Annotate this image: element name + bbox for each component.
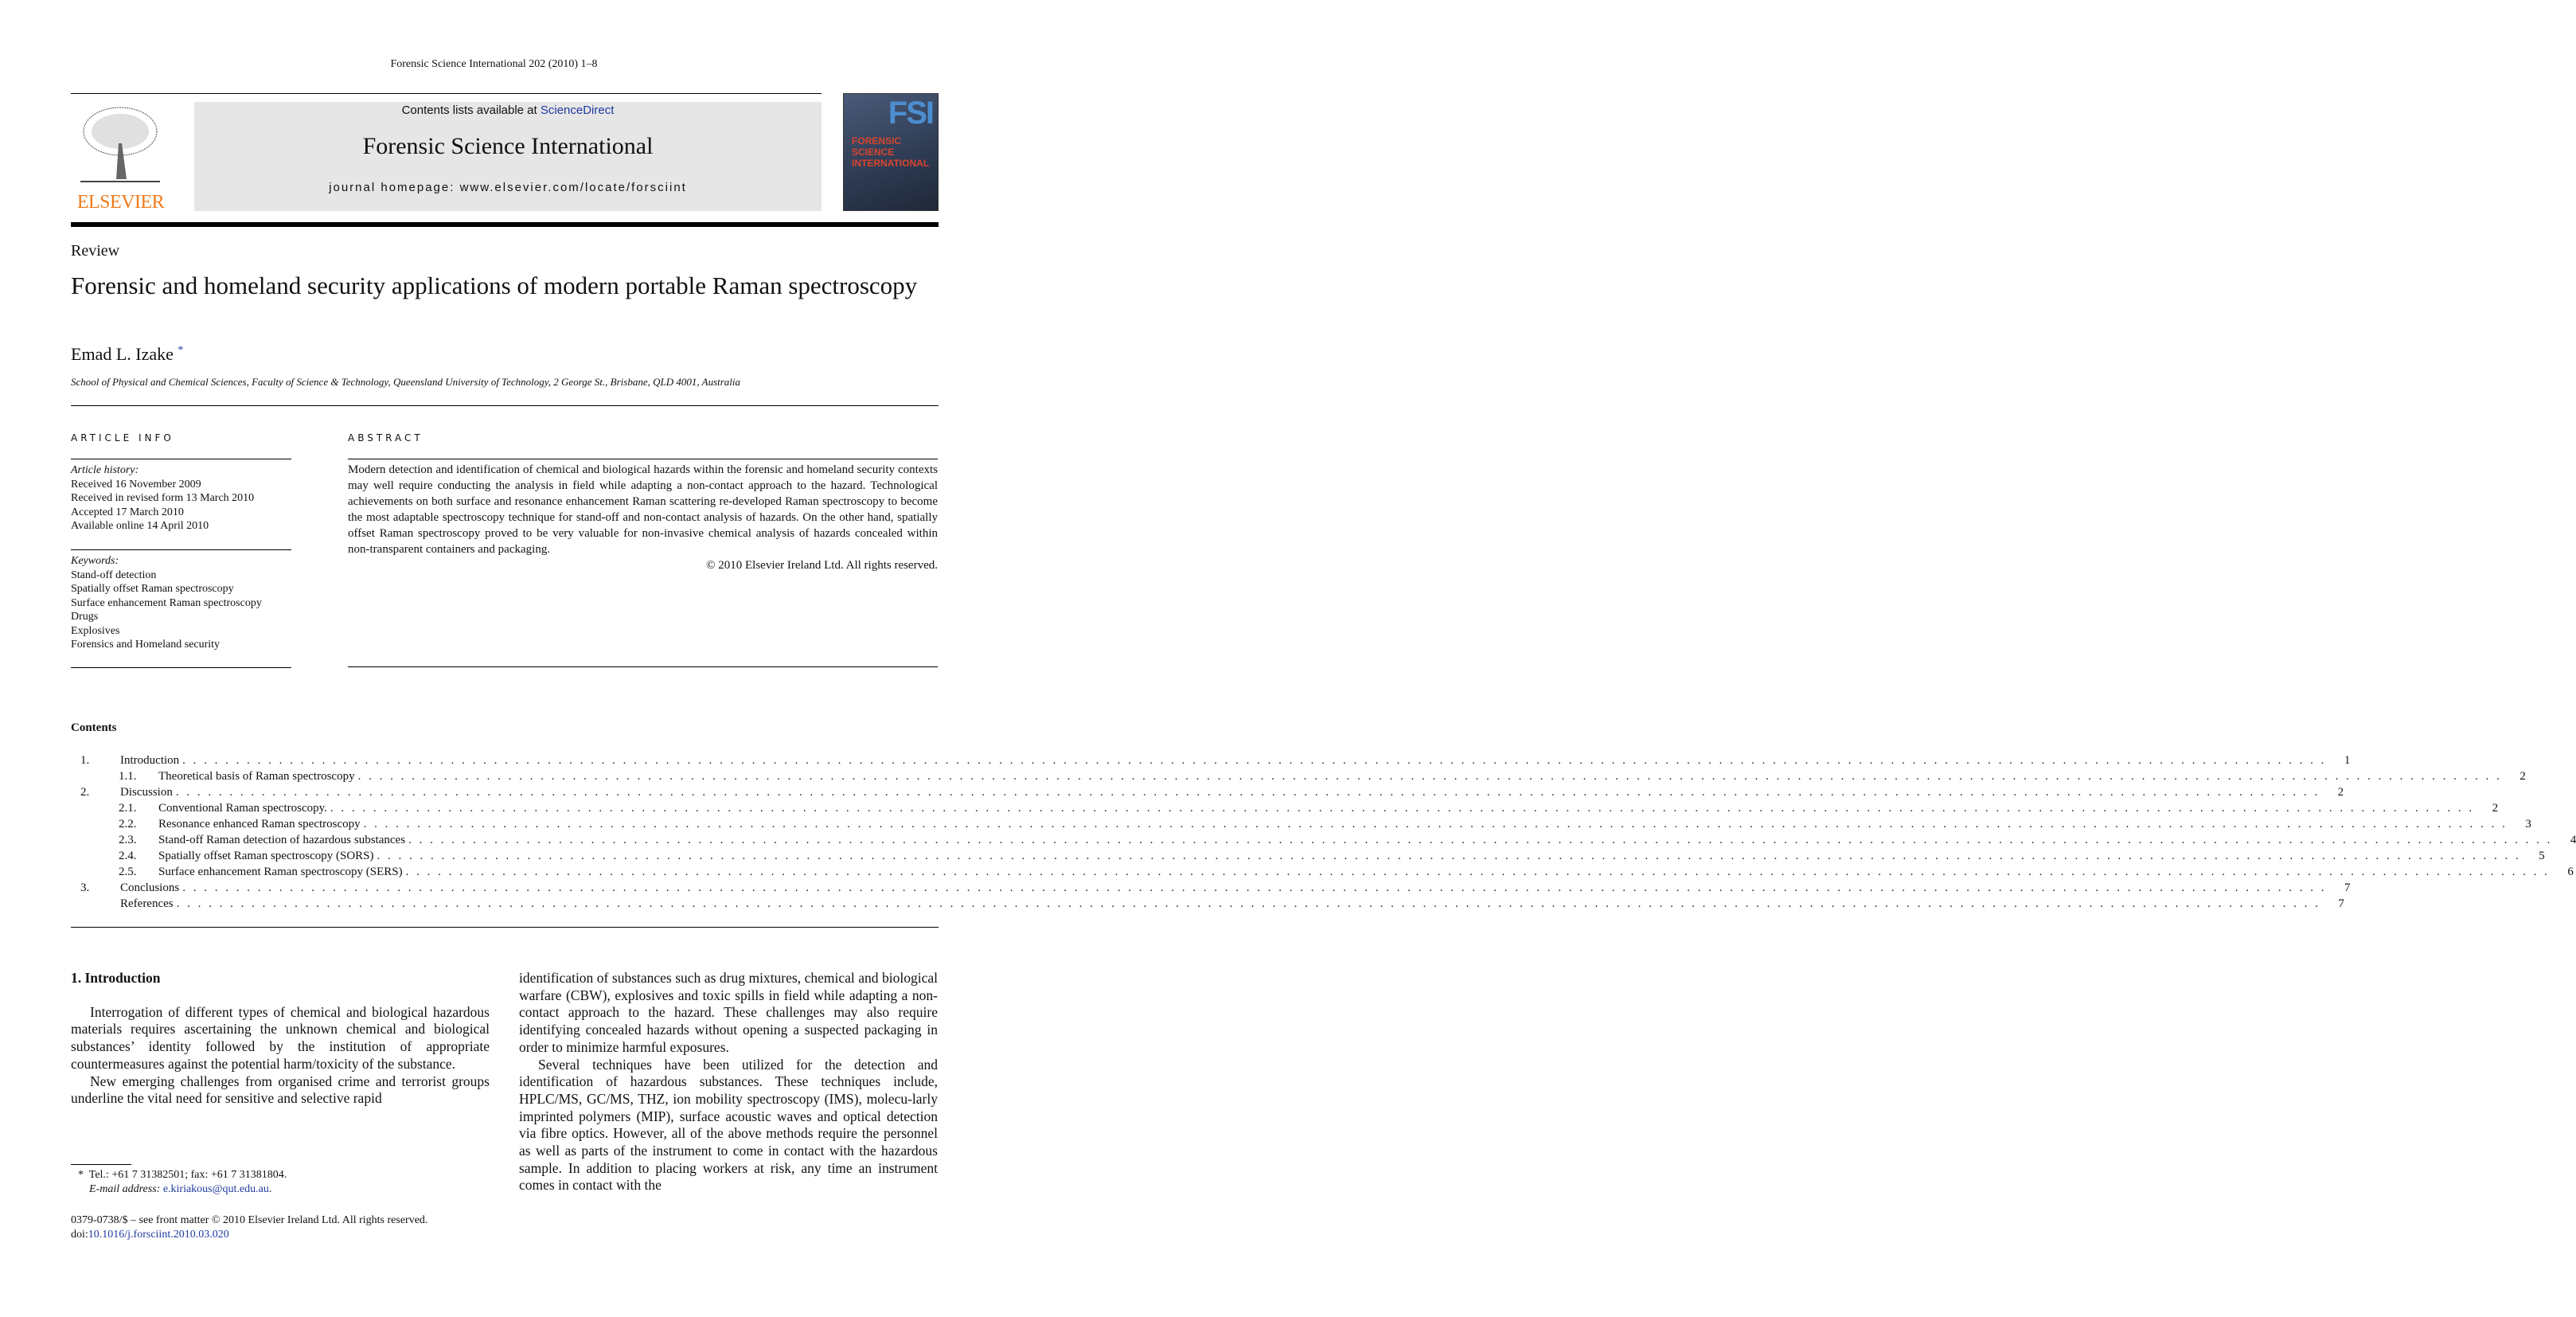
toc-number: 2.4. bbox=[119, 850, 137, 862]
toc-leader-dots: . . . . . . . . . . . . . . . . . . . . . . . . . . . . . . . . . . . . . . . . . . . . . . . . . . . . . . . . . . . . . . . . . . . . . . . . . . . . . . . . . . . . . . . . . . . . . . . . . . . . . . . . . . . . . . . . . . . . . . . . . . . . . . . . . . . . . . . . . . . . . . . . . . . . . . . . . . . . . . . . . . . . . . . . . . . . . . . . . . . . . . . . . . . . . . . . . . . . . . . . bbox=[363, 818, 2508, 830]
tree-icon bbox=[77, 104, 163, 183]
toc-number: 2.1. bbox=[119, 802, 137, 815]
article-title: Forensic and homeland security applications of modern portable Raman spectroscopy bbox=[71, 272, 918, 299]
keyword: Drugs bbox=[71, 611, 99, 623]
toc-number: 2.2. bbox=[119, 818, 137, 830]
abstract-heading: ABSTRACT bbox=[348, 432, 423, 444]
toc-leader-dots: . . . . . . . . . . . . . . . . . . . . . . . . . . . . . . . . . . . . . . . . . . . . . . . . . . . . . . . . . . . . . . . . . . . . . . . . . . . . . . . . . . . . . . . . . . . . . . . . . . . . . . . . . . . . . . . . . . . . . . . . . . . . . . . . . . . . . . . . . . . . . . . . . . . . . . . . . . . . . . . . . . . . . . . . . . . . . . . . . . . . . . . . . . . . . . . . . . . . . . . . bbox=[357, 770, 2502, 783]
toc-number: 1. bbox=[80, 754, 90, 767]
toc-leader-dots: . . . . . . . . . . . . . . . . . . . . . . . . . . . . . . . . . . . . . . . . . . . . . . . . . . . . . . . . . . . . . . . . . . . . . . . . . . . . . . . . . . . . . . . . . . . . . . . . . . . . . . . . . . . . . . . . . . . . . . . . . . . . . . . . . . . . . . . . . . . . . . . . . . . . . . . . . . . . . . . . . . . . . . . . . . . . . . . . . . . . . . . . . . . . . . . . . . . . . . . . bbox=[176, 897, 2320, 910]
toc-label: References bbox=[120, 897, 174, 910]
cover-title: FORENSIC SCIENCE INTERNATIONAL bbox=[852, 135, 930, 169]
right-column bbox=[519, 970, 938, 1194]
toc-number: 2.5. bbox=[119, 866, 137, 878]
toc-label: Stand-off Raman detection of hazardous substances bbox=[158, 834, 406, 846]
history-item: Accepted 17 March 2010 bbox=[71, 506, 184, 518]
toc-page: 7 bbox=[2344, 881, 2351, 894]
toc-label: Introduction bbox=[120, 754, 180, 767]
toc-label: Resonance enhanced Raman spectroscopy bbox=[158, 818, 361, 830]
history-item: Received 16 November 2009 bbox=[71, 478, 201, 490]
history-label: Article history: bbox=[71, 464, 139, 476]
journal-title: Forensic Science International bbox=[362, 133, 654, 159]
journal-homepage-link[interactable]: journal homepage: www.elsevier.com/locate/forsciint bbox=[329, 181, 687, 194]
paragraph: New emerging challenges from organised crime and terrorist groups underline the vital need for sensitive and selective rapid bbox=[71, 1073, 490, 1107]
keyword: Explosives bbox=[71, 624, 120, 637]
footnote bbox=[78, 1168, 484, 1196]
paragraph: identification of substances such as drug mixtures, chemical and biological warfare (CBW), explosives and toxic spills in field while adapting a non-contact approach to the hazard. These challenges may also require identifying concealed hazards without opening a suspected packaging in order to minimize harmful exposures. bbox=[519, 970, 938, 1055]
left-column bbox=[71, 970, 490, 1108]
divider bbox=[71, 549, 291, 550]
toc-leader-dots: . . . . . . . . . . . . . . . . . . . . . . . . . . . . . . . . . . . . . . . . . . . . . . . . . . . . . . . . . . . . . . . . . . . . . . . . . . . . . . . . . . . . . . . . . . . . . . . . . . . . . . . . . . . . . . . . . . . . . . . . . . . . . . . . . . . . . . . . . . . . . . . . . . . . . . . . . . . . . . . . . . . . . . . . . . . . . . . . . . . . . . . . . . . . . . . . . . . . . . . . bbox=[408, 834, 2553, 846]
thick-divider bbox=[71, 222, 939, 227]
toc-entry[interactable] bbox=[71, 880, 2351, 896]
toc-page: 2 bbox=[2519, 770, 2526, 783]
article-type: Review bbox=[71, 242, 120, 260]
abstract-copyright: © 2010 Elsevier Ireland Ltd. All rights reserved. bbox=[706, 559, 938, 572]
toc-number: 3. bbox=[80, 881, 90, 894]
toc-leader-dots: . . . . . . . . . . . . . . . . . . . . . . . . . . . . . . . . . . . . . . . . . . . . . . . . . . . . . . . . . . . . . . . . . . . . . . . . . . . . . . . . . . . . . . . . . . . . . . . . . . . . . . . . . . . . . . . . . . . . . . . . . . . . . . . . . . . . . . . . . . . . . . . . . . . . . . . . . . . . . . . . . . . . . . . . . . . . . . . . . . . . . . . . . . . . . . . . . . . . . . . . bbox=[377, 850, 2521, 862]
divider bbox=[348, 666, 938, 667]
toc-page: 1 bbox=[2344, 754, 2351, 767]
author-footnote-mark[interactable]: * bbox=[178, 344, 184, 357]
punctuation: . bbox=[268, 1182, 272, 1195]
doi-link[interactable]: 10.1016/j.forsciint.2010.03.020 bbox=[88, 1228, 229, 1241]
toc-leader-dots: . . . . . . . . . . . . . . . . . . . . . . . . . . . . . . . . . . . . . . . . . . . . . . . . . . . . . . . . . . . . . . . . . . . . . . . . . . . . . . . . . . . . . . . . . . . . . . . . . . . . . . . . . . . . . . . . . . . . . . . . . . . . . . . . . . . . . . . . . . . . . . . . . . . . . . . . . . . . . . . . . . . . . . . . . . . . . . . . . . . . . . . . . . . . . . . . . . . . . . . . bbox=[175, 786, 2320, 799]
divider bbox=[71, 667, 291, 668]
journal-cover-image bbox=[843, 93, 939, 211]
toc-label: Surface enhancement Raman spectroscopy (SERS) bbox=[158, 866, 403, 878]
toc-label: Conventional Raman spectroscopy. bbox=[158, 802, 327, 815]
paragraph: Several techniques have been utilized for the detection and identification of hazardous substances. These techniques include, HPLC/MS, GC/MS, THZ, ion mobility spectroscopy (IMS), molecu-larly imprinted polymers (MIP), surface acoustic waves and optical detection via fibre optics. However, all of the above methods require the personnel as well as parts of the instrument to come in contact with the hazardous sample. In addition to placing workers at risk, any time an instrument comes in contact with the bbox=[519, 1056, 938, 1194]
affiliation: School of Physical and Chemical Sciences, Faculty of Science & Technology, Queensland University of Technology, 2 George St., Brisbane, QLD 4001, Australia bbox=[71, 376, 741, 388]
history-item: Available online 14 April 2010 bbox=[71, 520, 209, 532]
author-name[interactable]: Emad L. Izake bbox=[71, 344, 174, 364]
footnote-mark: * bbox=[78, 1169, 84, 1181]
keyword: Surface enhancement Raman spectroscopy bbox=[71, 596, 262, 609]
toc-entry[interactable] bbox=[71, 784, 2344, 800]
toc-entry[interactable] bbox=[71, 896, 2344, 912]
history-item: Received in revised form 13 March 2010 bbox=[71, 492, 255, 504]
footer bbox=[71, 1213, 490, 1241]
toc-page: 3 bbox=[2525, 818, 2531, 830]
table-of-contents bbox=[71, 752, 2576, 916]
issn-line: 0379-0738/$ – see front matter © 2010 Elsevier Ireland Ltd. All rights reserved. bbox=[71, 1214, 428, 1226]
author bbox=[71, 344, 183, 365]
abstract bbox=[348, 462, 938, 573]
elsevier-logo bbox=[71, 102, 170, 213]
keyword: Spatially offset Raman spectroscopy bbox=[71, 583, 234, 595]
journal-banner bbox=[194, 102, 822, 211]
toc-leader-dots: . . . . . . . . . . . . . . . . . . . . . . . . . . . . . . . . . . . . . . . . . . . . . . . . . . . . . . . . . . . . . . . . . . . . . . . . . . . . . . . . . . . . . . . . . . . . . . . . . . . . . . . . . . . . . . . . . . . . . . . . . . . . . . . . . . . . . . . . . . . . . . . . . . . . . . . . . . . . . . . . . . . . . . . . . . . . . . . . . . . . . . . . . . . . . . . . . . . . . . . . bbox=[182, 881, 2327, 894]
toc-label: Theoretical basis of Raman spectroscopy bbox=[158, 770, 355, 783]
toc-entry[interactable] bbox=[71, 800, 2499, 816]
journal-reference: Forensic Science International 202 (2010) 1–8 bbox=[390, 58, 598, 70]
toc-number bbox=[80, 896, 120, 912]
toc-entry[interactable] bbox=[71, 848, 2545, 864]
contents-heading: Contents bbox=[71, 721, 117, 734]
keywords bbox=[71, 554, 334, 652]
divider bbox=[71, 405, 939, 406]
paragraph: Interrogation of different types of chemical and biological hazardous materials requires ascertaining the unknown chemical and biological substances’ identity followed by the institution of appropriate countermeasures against the potential harm/toxicity of the substance. bbox=[71, 1003, 490, 1072]
keywords-label: Keywords: bbox=[71, 555, 119, 567]
toc-page: 7 bbox=[2338, 897, 2344, 910]
contents-prefix: Contents lists available at bbox=[401, 104, 541, 117]
divider bbox=[71, 93, 822, 94]
article-info-heading: ARTICLE INFO bbox=[71, 432, 174, 444]
toc-page: 2 bbox=[2337, 786, 2344, 799]
doi-prefix: doi: bbox=[71, 1228, 88, 1241]
section-heading: 1. Introduction bbox=[71, 970, 161, 986]
article-history bbox=[71, 463, 334, 533]
toc-entry[interactable] bbox=[71, 816, 2531, 832]
sciencedirect-link[interactable]: ScienceDirect bbox=[540, 104, 615, 117]
toc-leader-dots: . . . . . . . . . . . . . . . . . . . . . . . . . . . . . . . . . . . . . . . . . . . . . . . . . . . . . . . . . . . . . . . . . . . . . . . . . . . . . . . . . . . . . . . . . . . . . . . . . . . . . . . . . . . . . . . . . . . . . . . . . . . . . . . . . . . . . . . . . . . . . . . . . . . . . . . . . . . . . . . . . . . . . . . . . . . . . . . . . . . . . . . . . . . . . . . . . . . . . . . . bbox=[330, 802, 2475, 815]
toc-page: 2 bbox=[2492, 802, 2499, 815]
toc-number: 2. bbox=[80, 786, 90, 799]
toc-entry[interactable] bbox=[71, 768, 2526, 784]
toc-leader-dots: . . . . . . . . . . . . . . . . . . . . . . . . . . . . . . . . . . . . . . . . . . . . . . . . . . . . . . . . . . . . . . . . . . . . . . . . . . . . . . . . . . . . . . . . . . . . . . . . . . . . . . . . . . . . . . . . . . . . . . . . . . . . . . . . . . . . . . . . . . . . . . . . . . . . . . . . . . . . . . . . . . . . . . . . . . . . . . . . . . . . . . . . . . . . . . . . . . . . . . . . bbox=[405, 866, 2550, 878]
toc-entry[interactable] bbox=[71, 752, 2351, 768]
toc-entry[interactable] bbox=[71, 832, 2576, 848]
footnote-divider bbox=[71, 1164, 131, 1165]
keyword: Stand-off detection bbox=[71, 569, 157, 581]
email-link[interactable]: e.kiriakous@qut.edu.au bbox=[162, 1182, 269, 1195]
keyword: Forensics and Homeland security bbox=[71, 639, 221, 651]
toc-number: 2.3. bbox=[119, 834, 137, 846]
toc-number: 1.1. bbox=[119, 770, 137, 783]
toc-page: 4 bbox=[2570, 834, 2576, 846]
toc-label: Spatially offset Raman spectroscopy (SORS) bbox=[158, 850, 374, 862]
toc-label: Conclusions bbox=[120, 881, 180, 894]
toc-entry[interactable] bbox=[71, 864, 2574, 880]
toc-page: 6 bbox=[2567, 866, 2574, 878]
toc-page: 5 bbox=[2539, 850, 2545, 862]
toc-label: Discussion bbox=[120, 786, 173, 799]
elsevier-wordmark: ELSEVIER bbox=[76, 192, 165, 213]
divider bbox=[71, 927, 939, 928]
email-label: E-mail address: bbox=[89, 1182, 161, 1195]
cover-logo: FSI bbox=[888, 96, 933, 131]
abstract-text: Modern detection and identification of chemical and biological hazards within the forensic and homeland security contexts may well require conducting the analysis in field while adapting a non-contact approach to the hazard. Technological achievements on both surface and resonance enhancement Raman scattering re-developed Raman spectroscopy to become the most adaptable spectroscopy technique for stand-off and non-contact analysis of hazards. On the other hand, spatially offset Raman spectroscopy proved to be very valuable for non-invasive chemical analysis of hazards concealed within non-transparent containers and packaging. bbox=[348, 463, 938, 556]
toc-leader-dots: . . . . . . . . . . . . . . . . . . . . . . . . . . . . . . . . . . . . . . . . . . . . . . . . . . . . . . . . . . . . . . . . . . . . . . . . . . . . . . . . . . . . . . . . . . . . . . . . . . . . . . . . . . . . . . . . . . . . . . . . . . . . . . . . . . . . . . . . . . . . . . . . . . . . . . . . . . . . . . . . . . . . . . . . . . . . . . . . . . . . . . . . . . . . . . . . . . . . . . . . bbox=[182, 754, 2327, 767]
footnote-contact: Tel.: +61 7 31382501; fax: +61 7 31381804. bbox=[88, 1169, 287, 1181]
